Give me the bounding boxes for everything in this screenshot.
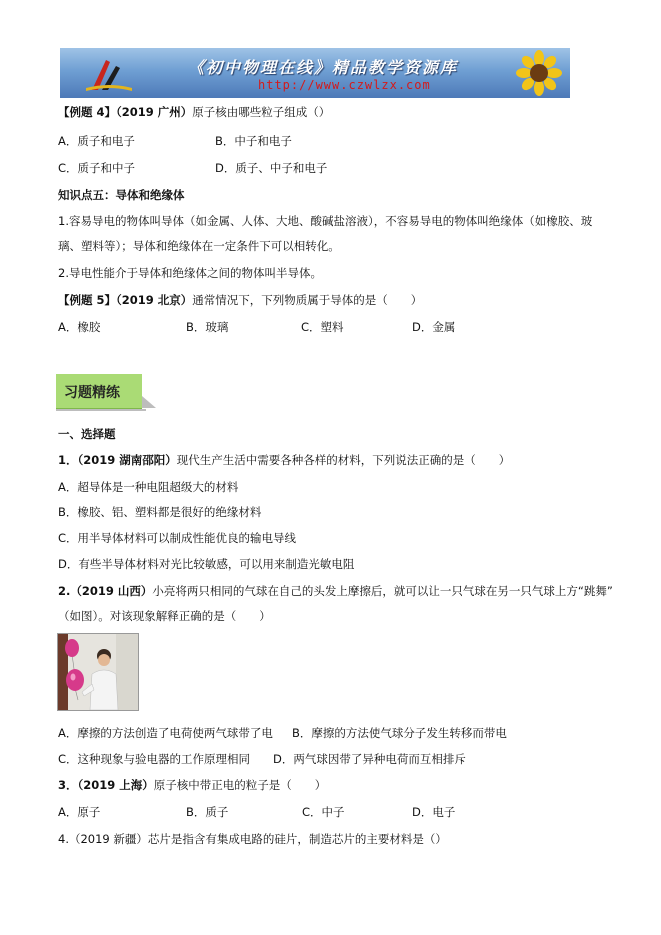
question-source: （2019 湖南邵阳） [77,453,177,467]
section-divider [56,409,146,411]
option-d: D．两气球因带了异种电荷而互相排斥 [273,752,466,766]
option-b: B．中子和电子 [215,134,292,148]
question-source: （2019 山西） [70,584,153,598]
question-text: 小亮将两只相同的气球在自己的头发上摩擦后，就可以让一只气球在另一只气球上方“跳舞” [152,584,613,598]
example-source: （2019 广州） [116,105,193,119]
question-number: 1． [58,453,78,467]
option-d: D．金属 [412,320,456,334]
section-subheading: 一、选择题 [58,427,116,441]
question-number: 2. [58,584,71,598]
option-d: D．有些半导体材料对光比较敏感，可以用来制造光敏电阻 [58,557,355,571]
question-number: 3． [58,778,78,792]
option-d: D．电子 [412,805,456,819]
balloon-photo [57,633,139,711]
option-d: D．质子、中子和电子 [215,161,328,175]
example-label: 【例题 4】 [58,105,117,119]
knowledge-line-2: 2.导电性能介于导体和绝缘体之间的物体叫半导体。 [58,266,322,280]
question-2 [58,583,613,599]
header-banner [60,48,570,98]
option-a: A．超导体是一种电阻超级大的材料 [58,480,239,494]
question-text: 原子核中带正电的粒子是（ ） [153,778,327,792]
option-a: A．摩擦的方法创造了电荷使两气球带了电 [58,726,273,740]
section-tag [56,374,142,410]
option-a: A．原子 [58,805,101,819]
section-tag-shadow [142,396,156,408]
option-c: C．塑料 [301,320,344,334]
example-5-question [58,292,422,308]
question-1 [58,452,510,468]
example-question-text: 通常情况下，下列物质属于导体的是（ ） [192,293,423,307]
option-a: A．质子和电子 [58,134,135,148]
option-c: C．用半导体材料可以制成性能优良的输电导线 [58,531,297,545]
banner-url: http://www.czwlzx.com [258,78,431,92]
knowledge-heading: 知识点五：导体和绝缘体 [58,188,185,202]
option-c: C．质子和中子 [58,161,136,175]
balloon-illustration [58,634,138,710]
option-b: B．质子 [186,805,229,819]
knowledge-line-1a: 1.容易导电的物体叫导体（如金属、人体、大地、酸碱盐溶液），不容易导电的物体叫绝缘体（如橡胶、玻 [58,214,593,228]
question-text: 现代生产生活中需要各种各样的材料，下列说法正确的是（ ） [176,453,511,467]
option-c: C．这种现象与验电器的工作原理相同 [58,752,251,766]
example-4-question [58,104,330,120]
example-source: （2019 北京） [116,293,193,307]
example-question-text: 原子核由哪些粒子组成（） [192,105,331,119]
question-4: 4.（2019 新疆）芯片是指含有集成电路的硅片，制造芯片的主要材料是（） [58,832,447,846]
knowledge-line-1b: 璃、塑料等）；导体和绝缘体在一定条件下可以相转化。 [58,239,340,253]
sunflower-icon [514,50,564,96]
section-tag-label: 习题精练 [64,385,120,401]
option-c: C．中子 [302,805,345,819]
question-2-continued: （如图）。对该现象解释正确的是（ ） [58,609,271,623]
option-b: B．橡胶、铝、塑料都是很好的绝缘材料 [58,505,262,519]
option-b: B．摩擦的方法使气球分子发生转移而带电 [292,726,507,740]
question-source: （2019 上海） [77,778,154,792]
question-3 [58,777,326,793]
option-b: B．玻璃 [186,320,229,334]
site-logo-icon [82,52,136,94]
option-a: A．橡胶 [58,320,101,334]
example-label: 【例题 5】 [58,293,117,307]
banner-title: 《初中物理在线》精品教学资源库 [188,58,459,77]
